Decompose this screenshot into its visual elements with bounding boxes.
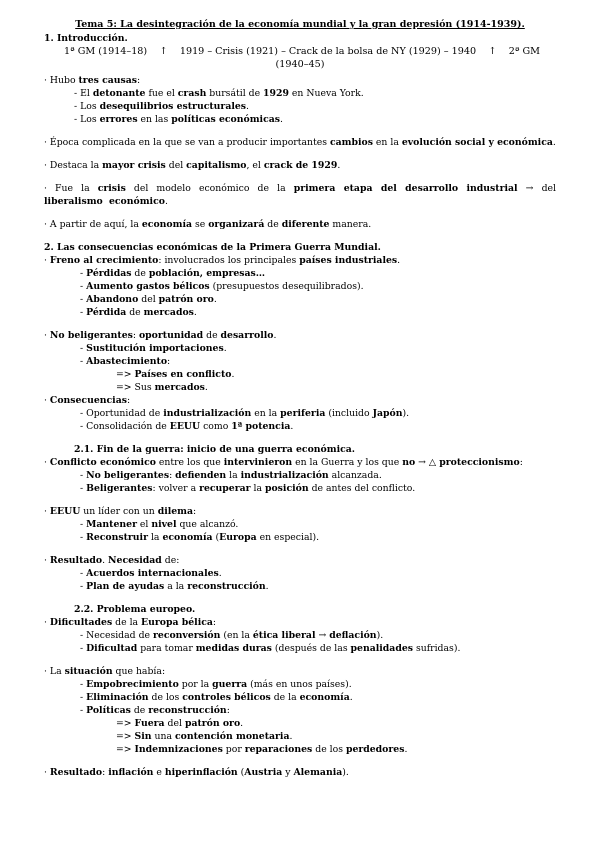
text-run: · (44, 617, 50, 628)
bold-term: Eliminación (86, 692, 149, 703)
list-item (44, 469, 556, 482)
bold-term: economía (141, 219, 193, 230)
bold-term: △ proteccionismo (428, 457, 520, 468)
bold-term: nivel (151, 519, 177, 530)
text-run: entre los que (155, 457, 224, 468)
paragraph (44, 394, 556, 407)
text-run: · (44, 255, 50, 266)
bold-term: Sustitución importaciones (86, 343, 224, 354)
text-run: como (200, 421, 232, 432)
text-run: . (349, 692, 353, 703)
text-run: : (102, 767, 109, 778)
bold-term: Sin (134, 731, 152, 742)
list-item (44, 717, 556, 730)
text-run: . (273, 330, 277, 341)
text-run: => (116, 369, 135, 380)
bold-term: defienden (175, 470, 227, 481)
bold-term: Dificultad (86, 643, 138, 654)
list-item (44, 381, 556, 394)
bold-term: industrialización (163, 408, 252, 419)
bold-term: Plan de ayudas (86, 581, 165, 592)
text-run: . (213, 294, 217, 305)
text-run: · La (44, 666, 65, 677)
text-run: que había: (112, 666, 166, 677)
text-run: de la (270, 692, 300, 703)
list-item (44, 531, 556, 544)
bold-term: medidas duras (195, 643, 272, 654)
bold-term: organizará (208, 219, 265, 230)
document-title: Tema 5: La desintegración de la economía mundial y la gran depresión (1914-1939). (75, 19, 525, 30)
list-item (44, 567, 556, 580)
section-heading: 2. Las consecuencias económicas de la Primera Guerra Mundial. (44, 242, 381, 253)
bold-term: economía (299, 692, 350, 703)
list-item (44, 518, 556, 531)
bullet-list (44, 567, 556, 593)
bold-term: Alemania (293, 767, 343, 778)
text-run: . (231, 369, 235, 380)
text-run: la (250, 483, 265, 494)
bold-term: No beligerantes (49, 330, 133, 341)
paragraph (44, 505, 556, 518)
text-run: · Hubo (44, 75, 79, 86)
bold-term: hiperinflación (164, 767, 238, 778)
text-run: · Época complicada en la que se van a producir importantes (44, 137, 330, 148)
text-run: una (151, 731, 175, 742)
text-run: en especial). (256, 532, 320, 543)
bullet-list (44, 407, 556, 433)
text-run: de (264, 219, 282, 230)
text-run: ( (237, 767, 245, 778)
text-run: (más en unos países). (247, 679, 352, 690)
text-run: para tomar (137, 643, 196, 654)
bold-term: intervinieron (223, 457, 293, 468)
text-run: · (44, 330, 50, 341)
bold-term: políticas económicas (171, 114, 280, 125)
text-run: ). (376, 630, 384, 641)
text-run: : (126, 395, 131, 406)
bold-term: Indemnizaciones (134, 744, 223, 755)
bold-term: Europa bélica (141, 617, 213, 628)
text-run: e (153, 767, 165, 778)
text-run: : (132, 330, 139, 341)
bold-term: Políticas (86, 705, 131, 716)
bold-term: Resultado (49, 767, 103, 778)
text-run: - (80, 519, 87, 530)
text-run: alcanzada. (328, 470, 382, 481)
text-run: . (218, 568, 222, 579)
bold-term: ética liberal (252, 630, 316, 641)
paragraph (44, 254, 556, 267)
text-run: la (148, 532, 163, 543)
bold-term: dilema (157, 506, 194, 517)
text-run: bursátil de (206, 88, 264, 99)
list-item (44, 113, 556, 126)
text-run: : (137, 75, 141, 86)
bold-term: tres causas (78, 75, 138, 86)
text-run: de: (161, 555, 180, 566)
list-item (44, 280, 556, 293)
bold-term: periferia (280, 408, 326, 419)
text-run: del (165, 160, 187, 171)
list-item (44, 100, 556, 113)
bold-term: Aumento gastos bélicos (86, 281, 210, 292)
bold-term: deflación (329, 630, 377, 641)
text-run: : involucrados los principales (158, 255, 300, 266)
text-run: - Necesidad de (80, 630, 153, 641)
bold-term: Fuera (134, 718, 165, 729)
text-run: . (223, 343, 227, 354)
bold-term: Reconstruir (86, 532, 148, 543)
paragraph (44, 182, 556, 208)
list-item (44, 691, 556, 704)
text-run: ). (342, 767, 349, 778)
text-run: - (80, 268, 87, 279)
text-run: . (102, 555, 109, 566)
text-run: - (80, 281, 87, 292)
bold-term: Países en conflicto (134, 369, 232, 380)
subsection-heading: 2.2. Problema europeo. (74, 604, 196, 615)
bold-term: errores (99, 114, 138, 125)
bold-term: patrón oro (158, 294, 214, 305)
text-run: que alcanzó. (176, 519, 239, 530)
text-run: : (167, 356, 171, 367)
list-item (44, 629, 556, 642)
timeline-ww2: 2ª GM (508, 46, 540, 57)
text-run: un líder con un (80, 506, 158, 517)
bold-term: Pérdida (86, 307, 127, 318)
bullet-list (44, 518, 556, 544)
bold-term: controles bélicos (182, 692, 271, 703)
text-run: → (415, 457, 429, 468)
list-item (44, 678, 556, 691)
text-run: en la (251, 408, 281, 419)
list-item (44, 704, 556, 717)
bold-term: crack de 1929 (263, 160, 338, 171)
timeline (44, 45, 556, 58)
list-item (44, 87, 556, 100)
text-run: . (240, 718, 244, 729)
text-run: - (80, 643, 87, 654)
bold-term: Conflicto económico (49, 457, 156, 468)
text-run: ( (212, 532, 220, 543)
bold-term: desequilibrios estructurales (99, 101, 247, 112)
bold-term: posición (264, 483, 309, 494)
bold-term: mercados (143, 307, 194, 318)
text-run: . (552, 137, 556, 148)
text-run: → del (517, 183, 556, 194)
bold-term: penalidades (350, 643, 413, 654)
bold-term: Abastecimiento (86, 356, 168, 367)
section-heading: 1. Introducción. (44, 33, 128, 44)
bold-term: primera etapa del desarrollo industrial (293, 183, 518, 194)
text-run: . (290, 421, 294, 432)
text-run: - Los (74, 114, 100, 125)
text-run: el (136, 519, 152, 530)
text-run: del (164, 718, 185, 729)
bold-term: EEUU (169, 421, 201, 432)
bold-term: Pérdidas (86, 268, 132, 279)
bold-term: liberalismo económico (44, 196, 165, 207)
paragraph (44, 665, 556, 678)
bold-term: perdedores (345, 744, 405, 755)
text-run: . (246, 101, 250, 112)
text-run: . (280, 114, 283, 125)
paragraph (44, 218, 556, 231)
bold-term: No beligerantes (86, 470, 170, 481)
bullet-list (44, 267, 556, 319)
bold-term: patrón oro (184, 718, 241, 729)
bold-term: Dificultades (49, 617, 113, 628)
bold-term: reconstrucción (148, 705, 227, 716)
bold-term: detonante (92, 88, 146, 99)
text-run: . (404, 744, 408, 755)
text-run: · A partir de aquí, la (44, 219, 142, 230)
text-run: - (80, 568, 87, 579)
bullet-list (44, 342, 556, 368)
text-run: - (80, 307, 87, 318)
paragraph (44, 159, 556, 172)
text-run: y (282, 767, 294, 778)
bold-term: situación (64, 666, 113, 677)
text-run: de la (112, 617, 142, 628)
bold-term: Freno al crecimiento (49, 255, 159, 266)
text-run: . (193, 307, 197, 318)
text-run: . (265, 581, 269, 592)
text-run: - (80, 343, 87, 354)
bold-term: recuperar (199, 483, 251, 494)
bold-term: Abandono (86, 294, 139, 305)
text-run: fue el (145, 88, 178, 99)
text-run: . (204, 382, 208, 393)
text-run: de los (312, 744, 346, 755)
text-run: en la (372, 137, 402, 148)
list-item (44, 743, 556, 756)
bold-term: reconstrucción (187, 581, 266, 592)
paragraph (44, 616, 556, 629)
bold-term: mayor crisis (102, 160, 166, 171)
text-run: => (116, 718, 135, 729)
text-run: · (44, 506, 50, 517)
text-run: - (80, 470, 87, 481)
text-run: - (80, 679, 87, 690)
bold-term: oportunidad (138, 330, 204, 341)
bullet-list (44, 469, 556, 495)
sub-list (44, 717, 556, 756)
text-run: - Oportunidad de (80, 408, 164, 419)
subsection-heading: 2.1. Fin de la guerra: inicio de una guerra económica. (74, 444, 356, 455)
text-run: - Los (74, 101, 100, 112)
text-run: (presupuestos desequilibrados). (209, 281, 364, 292)
sub-list (44, 368, 556, 394)
text-run: se (192, 219, 209, 230)
list-item (44, 368, 556, 381)
bold-term: reparaciones (244, 744, 313, 755)
bold-term: Empobrecimiento (86, 679, 179, 690)
causes-list (44, 87, 556, 126)
text-run: de los (148, 692, 183, 703)
bold-term: Japón (372, 408, 403, 419)
list-item (44, 642, 556, 655)
text-run: del modelo económico de la (125, 183, 294, 194)
text-run: · (44, 767, 50, 778)
text-run: · (44, 555, 50, 566)
bold-term: Acuerdos internacionales (86, 568, 219, 579)
paragraph (44, 329, 556, 342)
bold-term: países industriales (299, 255, 398, 266)
bold-term: industrialización (240, 470, 329, 481)
bold-term: Resultado (49, 555, 103, 566)
text-run: ). (402, 408, 410, 419)
bold-term: economía (162, 532, 213, 543)
text-run: a la (164, 581, 188, 592)
bold-term: Beligerantes (86, 483, 153, 494)
list-item (44, 420, 556, 433)
text-run: . (397, 255, 401, 266)
text-run: la (226, 470, 241, 481)
text-run: (incluido (325, 408, 373, 419)
list-item (44, 580, 556, 593)
text-run: - (80, 356, 87, 367)
bold-term: diferente (281, 219, 330, 230)
text-run: - (80, 705, 87, 716)
bold-term: desarrollo (220, 330, 274, 341)
bold-term: Consecuencias (49, 395, 127, 406)
timeline-ww1: 1ª GM (1914–18) (64, 46, 148, 57)
bold-term: EEUU (49, 506, 81, 517)
text-run: → (315, 630, 330, 641)
text-run: de (131, 268, 149, 279)
text-run: · Destaca la (44, 160, 103, 171)
document-page (44, 18, 556, 779)
list-item (44, 482, 556, 495)
bullet-list (44, 629, 556, 655)
bold-term: Austria (244, 767, 283, 778)
timeline-interwar: 1919 – Crisis (1921) – Crack de la bolsa de NY (1929) – 1940 (179, 46, 477, 57)
bold-term: 1929 (263, 88, 289, 99)
bold-term: reconversión (153, 630, 221, 641)
text-run: · Fue la (44, 183, 98, 194)
text-run: del (138, 294, 159, 305)
list-item (44, 342, 556, 355)
list-item (44, 407, 556, 420)
text-run: . (289, 731, 293, 742)
text-run: : (169, 470, 176, 481)
list-item (44, 293, 556, 306)
bold-term: no (402, 457, 416, 468)
text-run: de antes del conflicto. (308, 483, 416, 494)
text-run: - (80, 692, 87, 703)
list-item (44, 267, 556, 280)
bold-term: Mantener (86, 519, 137, 530)
text-run: - (80, 483, 87, 494)
bold-term: Europa (219, 532, 257, 543)
text-run: - El (74, 88, 93, 99)
text-run: · (44, 395, 50, 406)
text-run: : volver a (152, 483, 200, 494)
text-run: por (222, 744, 245, 755)
bullet-list (44, 678, 556, 717)
text-run: => (116, 744, 135, 755)
bold-term: Necesidad (108, 555, 162, 566)
list-item (44, 730, 556, 743)
paragraph (44, 136, 556, 149)
text-run: en la Guerra y los que (292, 457, 403, 468)
text-run: - (80, 532, 87, 543)
text-run: - (80, 581, 87, 592)
bold-term: población, empresas… (148, 268, 266, 279)
text-run: . (164, 196, 168, 207)
text-run: , el (246, 160, 264, 171)
bold-term: contención monetaria (175, 731, 290, 742)
paragraph (44, 554, 556, 567)
bold-term: guerra (212, 679, 248, 690)
paragraph (44, 456, 556, 469)
bold-term: capitalismo (186, 160, 247, 171)
text-run: - Consolidación de (80, 421, 170, 432)
text-run: : (226, 705, 230, 716)
bold-term: 1ª potencia (231, 421, 291, 432)
timeline-ww2-dates: (1940–45) (275, 59, 325, 70)
paragraph (44, 74, 556, 87)
text-run: de (126, 307, 144, 318)
text-run: : (519, 457, 523, 468)
up-arrow-icon: ↑ (159, 46, 168, 57)
text-run: sufridas). (412, 643, 461, 654)
list-item (44, 306, 556, 319)
text-run: · (44, 457, 50, 468)
paragraph (44, 766, 556, 779)
text-run: - (80, 294, 87, 305)
bold-term: evolución social y económica (401, 137, 553, 148)
bold-term: cambios (329, 137, 373, 148)
up-arrow-icon: ↑ (488, 46, 497, 57)
bold-term: mercados (154, 382, 205, 393)
list-item (44, 355, 556, 368)
text-run: por la (178, 679, 213, 690)
bold-term: inflación (108, 767, 154, 778)
text-run: de (203, 330, 221, 341)
text-run: => (116, 731, 135, 742)
bold-term: crash (177, 88, 207, 99)
bold-term: crisis (97, 183, 126, 194)
text-run: : (193, 506, 197, 517)
text-run: : (212, 617, 217, 628)
text-run: en las (137, 114, 172, 125)
text-run: . (337, 160, 341, 171)
text-run: en Nueva York. (288, 88, 364, 99)
text-run: de (130, 705, 149, 716)
text-run: => Sus (116, 382, 155, 393)
text-run: manera. (329, 219, 372, 230)
text-run: (en la (220, 630, 253, 641)
text-run: (después de las (271, 643, 351, 654)
